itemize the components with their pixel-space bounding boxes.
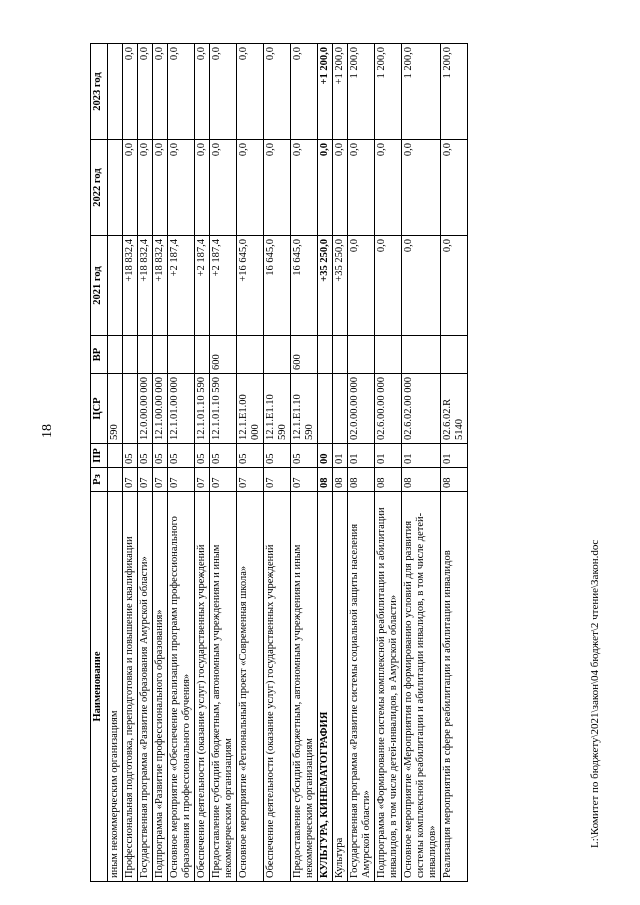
table-row bbox=[195, 44, 210, 882]
table-row bbox=[348, 44, 375, 882]
cell-2023: +1 200,0 bbox=[318, 44, 333, 140]
cell-vr bbox=[348, 336, 375, 374]
cell-name: иным некоммерческим организациям bbox=[108, 492, 123, 882]
cell-vr bbox=[318, 336, 333, 374]
cell-csr: 02.6.02.00 000 bbox=[402, 374, 441, 444]
cell-2022: 0,0 bbox=[291, 140, 318, 236]
header-2022: 2022 год bbox=[91, 140, 108, 236]
cell-rz: 08 bbox=[318, 468, 333, 492]
table-row bbox=[333, 44, 348, 882]
cell-rz: 07 bbox=[153, 468, 168, 492]
cell-2022: 0,0 bbox=[333, 140, 348, 236]
table-row bbox=[291, 44, 318, 882]
cell-2022: 0,0 bbox=[168, 140, 195, 236]
cell-vr bbox=[168, 336, 195, 374]
cell-vr bbox=[264, 336, 291, 374]
cell-pr: 05 bbox=[237, 444, 264, 468]
cell-pr: 05 bbox=[291, 444, 318, 468]
cell-csr bbox=[123, 374, 138, 444]
cell-2021: +2 187,4 bbox=[168, 236, 195, 336]
cell-csr: 12.0.00.00 000 bbox=[138, 374, 153, 444]
table-row bbox=[138, 44, 153, 882]
cell-2023: 0,0 bbox=[168, 44, 195, 140]
table-row bbox=[318, 44, 333, 882]
cell-2023: +1 200,0 bbox=[333, 44, 348, 140]
cell-pr: 01 bbox=[402, 444, 441, 468]
cell-name: Реализация мероприятий в сфере реабилитации и абилитации инвалидов bbox=[441, 492, 468, 882]
cell-2022: 0,0 bbox=[210, 140, 237, 236]
cell-2021: +18 832,4 bbox=[123, 236, 138, 336]
cell-name: Предоставление субсидий бюджетным, автономным учреждениям и иным некоммерческим организациям bbox=[210, 492, 237, 882]
cell-2023: 1 200,0 bbox=[375, 44, 402, 140]
cell-pr: 05 bbox=[168, 444, 195, 468]
table-header-row bbox=[91, 44, 108, 882]
cell-csr: 02.0.00.00 000 bbox=[348, 374, 375, 444]
cell-2022: 0,0 bbox=[375, 140, 402, 236]
cell-name: Основное мероприятие «Мероприятия по формированию условий для развития системы комплексной реабилитации и абилитации инвалидов, в том числе детей-инвалидов» bbox=[402, 492, 441, 882]
table-row bbox=[264, 44, 291, 882]
cell-2021: 0,0 bbox=[348, 236, 375, 336]
cell-pr: 05 bbox=[153, 444, 168, 468]
cell-2023 bbox=[108, 44, 123, 140]
cell-rz: 07 bbox=[168, 468, 195, 492]
cell-vr bbox=[108, 336, 123, 374]
table-row bbox=[375, 44, 402, 882]
cell-pr: 05 bbox=[210, 444, 237, 468]
cell-rz: 07 bbox=[210, 468, 237, 492]
cell-name: Государственная программа «Развитие образования Амурской области» bbox=[138, 492, 153, 882]
cell-pr bbox=[108, 444, 123, 468]
cell-rz: 08 bbox=[402, 468, 441, 492]
cell-rz: 08 bbox=[441, 468, 468, 492]
cell-2021: +18 832,4 bbox=[138, 236, 153, 336]
cell-2021 bbox=[108, 236, 123, 336]
cell-2023: 1 200,0 bbox=[441, 44, 468, 140]
header-2021: 2021 год bbox=[91, 236, 108, 336]
cell-pr: 05 bbox=[264, 444, 291, 468]
cell-2022: 0,0 bbox=[195, 140, 210, 236]
table-row bbox=[153, 44, 168, 882]
cell-vr bbox=[138, 336, 153, 374]
cell-csr: 02.6.02.R 5140 bbox=[441, 374, 468, 444]
cell-rz: 08 bbox=[375, 468, 402, 492]
cell-pr: 01 bbox=[441, 444, 468, 468]
footer-file-path: L:\Комитет по бюджету\2021\закон\04 бюджет\2 чтение\Закон.doc bbox=[589, 539, 601, 848]
cell-2021: +2 187,4 bbox=[195, 236, 210, 336]
cell-vr bbox=[333, 336, 348, 374]
cell-2021: +16 645,0 bbox=[237, 236, 264, 336]
cell-csr: 12.1.01.10 590 bbox=[195, 374, 210, 444]
cell-name: Основное мероприятие «Обеспечение реализации программ профессионального образования и профессионального обучения» bbox=[168, 492, 195, 882]
header-csr: ЦСР bbox=[91, 374, 108, 444]
cell-2022: 0,0 bbox=[138, 140, 153, 236]
budget-table-container bbox=[90, 44, 590, 882]
cell-2022 bbox=[108, 140, 123, 236]
cell-pr: 01 bbox=[375, 444, 402, 468]
table-row bbox=[402, 44, 441, 882]
cell-2022: 0,0 bbox=[153, 140, 168, 236]
cell-2021: 0,0 bbox=[402, 236, 441, 336]
cell-2021: 16 645,0 bbox=[291, 236, 318, 336]
cell-name: Подпрограмма «Формирование системы комплексной реабилитации и абилитации инвалидов, в том числе детей-инвалидов, в Амурской области» bbox=[375, 492, 402, 882]
cell-2021: 16 645,0 bbox=[264, 236, 291, 336]
table-row bbox=[441, 44, 468, 882]
cell-2022: 0,0 bbox=[402, 140, 441, 236]
cell-2022: 0,0 bbox=[318, 140, 333, 236]
cell-rz: 07 bbox=[195, 468, 210, 492]
header-2023: 2023 год bbox=[91, 44, 108, 140]
cell-vr bbox=[195, 336, 210, 374]
cell-csr: 12.1.00.00 000 bbox=[153, 374, 168, 444]
header-name: Наименование bbox=[91, 492, 108, 882]
cell-rz: 08 bbox=[348, 468, 375, 492]
cell-2021: +35 250,0 bbox=[318, 236, 333, 336]
cell-csr: 12.1.E1.10 590 bbox=[264, 374, 291, 444]
cell-2023: 1 200,0 bbox=[402, 44, 441, 140]
cell-2022: 0,0 bbox=[441, 140, 468, 236]
cell-csr: 590 bbox=[108, 374, 123, 444]
cell-csr: 02.6.00.00 000 bbox=[375, 374, 402, 444]
cell-rz: 08 bbox=[333, 468, 348, 492]
cell-csr: 12.1.E1.00 000 bbox=[237, 374, 264, 444]
cell-name: Обеспечение деятельности (оказание услуг) государственных учреждений bbox=[195, 492, 210, 882]
cell-2021: +2 187,4 bbox=[210, 236, 237, 336]
cell-2022: 0,0 bbox=[237, 140, 264, 236]
cell-name: Подпрограмма «Развитие профессионального образования» bbox=[153, 492, 168, 882]
cell-2023: 0,0 bbox=[195, 44, 210, 140]
cell-pr: 05 bbox=[123, 444, 138, 468]
cell-name: Государственная программа «Развитие системы социальной защиты населения Амурской области» bbox=[348, 492, 375, 882]
cell-pr: 05 bbox=[195, 444, 210, 468]
cell-rz bbox=[108, 468, 123, 492]
cell-2023: 0,0 bbox=[138, 44, 153, 140]
table-row bbox=[123, 44, 138, 882]
cell-vr: 600 bbox=[291, 336, 318, 374]
cell-rz: 07 bbox=[237, 468, 264, 492]
cell-2023: 0,0 bbox=[123, 44, 138, 140]
cell-vr bbox=[123, 336, 138, 374]
cell-rz: 07 bbox=[264, 468, 291, 492]
cell-name: Профессиональная подготовка, переподготовка и повышение квалификации bbox=[123, 492, 138, 882]
cell-2021: 0,0 bbox=[441, 236, 468, 336]
cell-2023: 0,0 bbox=[291, 44, 318, 140]
cell-rz: 07 bbox=[291, 468, 318, 492]
budget-table bbox=[90, 43, 468, 882]
header-pr: ПР bbox=[91, 444, 108, 468]
cell-pr: 01 bbox=[348, 444, 375, 468]
cell-vr bbox=[441, 336, 468, 374]
cell-pr: 00 bbox=[318, 444, 333, 468]
table-row bbox=[168, 44, 195, 882]
cell-rz: 07 bbox=[123, 468, 138, 492]
cell-2023: 0,0 bbox=[210, 44, 237, 140]
table-row bbox=[108, 44, 123, 882]
cell-name: Культура bbox=[333, 492, 348, 882]
cell-csr bbox=[333, 374, 348, 444]
cell-vr bbox=[153, 336, 168, 374]
cell-2021: 0,0 bbox=[375, 236, 402, 336]
cell-csr: 12.1.01.00 000 bbox=[168, 374, 195, 444]
table-row bbox=[237, 44, 264, 882]
table-row bbox=[210, 44, 237, 882]
cell-name: Обеспечение деятельности (оказание услуг) государственных учреждений bbox=[264, 492, 291, 882]
cell-vr bbox=[237, 336, 264, 374]
cell-2021: +35 250,0 bbox=[333, 236, 348, 336]
cell-pr: 01 bbox=[333, 444, 348, 468]
cell-vr bbox=[375, 336, 402, 374]
cell-name: КУЛЬТУРА, КИНЕМАТОГРАФИЯ bbox=[318, 492, 333, 882]
table-body bbox=[108, 44, 468, 882]
cell-name: Предоставление субсидий бюджетным, автономным учреждениям и иным некоммерческим организациям bbox=[291, 492, 318, 882]
header-vr: ВР bbox=[91, 336, 108, 374]
cell-csr bbox=[318, 374, 333, 444]
cell-2022: 0,0 bbox=[348, 140, 375, 236]
header-rz: Рз bbox=[91, 468, 108, 492]
cell-2023: 0,0 bbox=[237, 44, 264, 140]
cell-2023: 1 200,0 bbox=[348, 44, 375, 140]
cell-vr bbox=[402, 336, 441, 374]
cell-2022: 0,0 bbox=[123, 140, 138, 236]
cell-csr: 12.1.E1.10 590 bbox=[291, 374, 318, 444]
cell-2023: 0,0 bbox=[264, 44, 291, 140]
cell-rz: 07 bbox=[138, 468, 153, 492]
cell-csr: 12.1.01.10 590 bbox=[210, 374, 237, 444]
cell-pr: 05 bbox=[138, 444, 153, 468]
page-number: 18 bbox=[40, 424, 55, 438]
cell-2023: 0,0 bbox=[153, 44, 168, 140]
cell-vr: 600 bbox=[210, 336, 237, 374]
cell-2021: +18 832,4 bbox=[153, 236, 168, 336]
cell-name: Основное мероприятие «Региональный проект «Современная школа» bbox=[237, 492, 264, 882]
cell-2022: 0,0 bbox=[264, 140, 291, 236]
